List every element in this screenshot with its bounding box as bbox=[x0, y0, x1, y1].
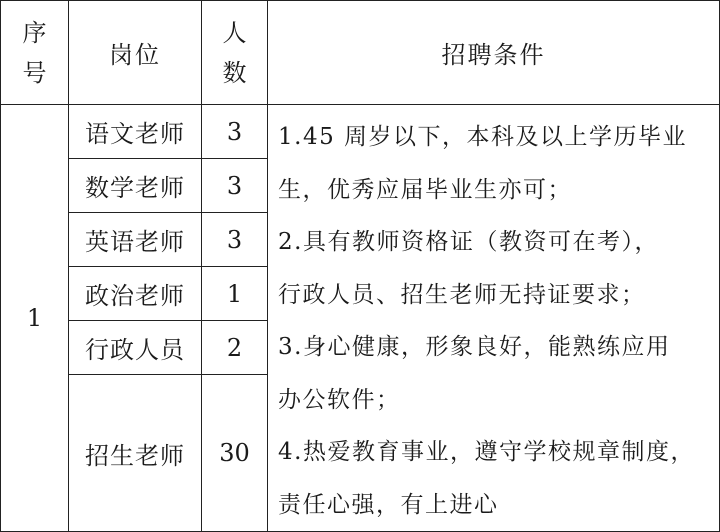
count-cell: 30 bbox=[202, 375, 268, 532]
position-cell: 语文老师 bbox=[69, 105, 202, 159]
header-seq bbox=[1, 1, 69, 105]
count-cell: 3 bbox=[202, 159, 268, 213]
table-row bbox=[1, 105, 720, 159]
position-cell: 行政人员 bbox=[69, 321, 202, 375]
header-seq-line1: 序 bbox=[22, 18, 47, 47]
condition-line: 3.身心健康，形象良好，能熟练应用 bbox=[278, 334, 671, 360]
condition-line: 4.热爱教育事业，遵守学校规章制度， bbox=[278, 439, 695, 465]
condition-line: 2.具有教师资格证（教资可在考）， bbox=[278, 229, 659, 255]
conditions-cell bbox=[268, 105, 720, 532]
header-count-line2: 数 bbox=[222, 58, 247, 87]
header-position: 岗位 bbox=[69, 1, 202, 105]
seq-cell: 1 bbox=[1, 105, 69, 532]
header-seq-line2: 号 bbox=[22, 58, 47, 87]
condition-line: 办公软件； bbox=[278, 386, 401, 413]
count-cell: 3 bbox=[202, 213, 268, 267]
count-cell: 2 bbox=[202, 321, 268, 375]
condition-line: 生，优秀应届毕业生亦可； bbox=[278, 176, 572, 203]
position-cell: 英语老师 bbox=[69, 213, 202, 267]
condition-line: 行政人员、招生老师无持证要求； bbox=[278, 281, 646, 308]
header-row bbox=[1, 1, 720, 105]
condition-line: 1.45 周岁以下，本科及以上学历毕业 bbox=[278, 124, 688, 150]
position-cell: 招生老师 bbox=[69, 375, 202, 532]
position-cell: 数学老师 bbox=[69, 159, 202, 213]
condition-line: 责任心强，有上进心 bbox=[278, 491, 499, 518]
count-cell: 3 bbox=[202, 105, 268, 159]
header-count-line1: 人 bbox=[222, 18, 247, 47]
count-cell: 1 bbox=[202, 267, 268, 321]
header-conditions: 招聘条件 bbox=[268, 1, 720, 105]
position-cell: 政治老师 bbox=[69, 267, 202, 321]
header-count bbox=[202, 1, 268, 105]
